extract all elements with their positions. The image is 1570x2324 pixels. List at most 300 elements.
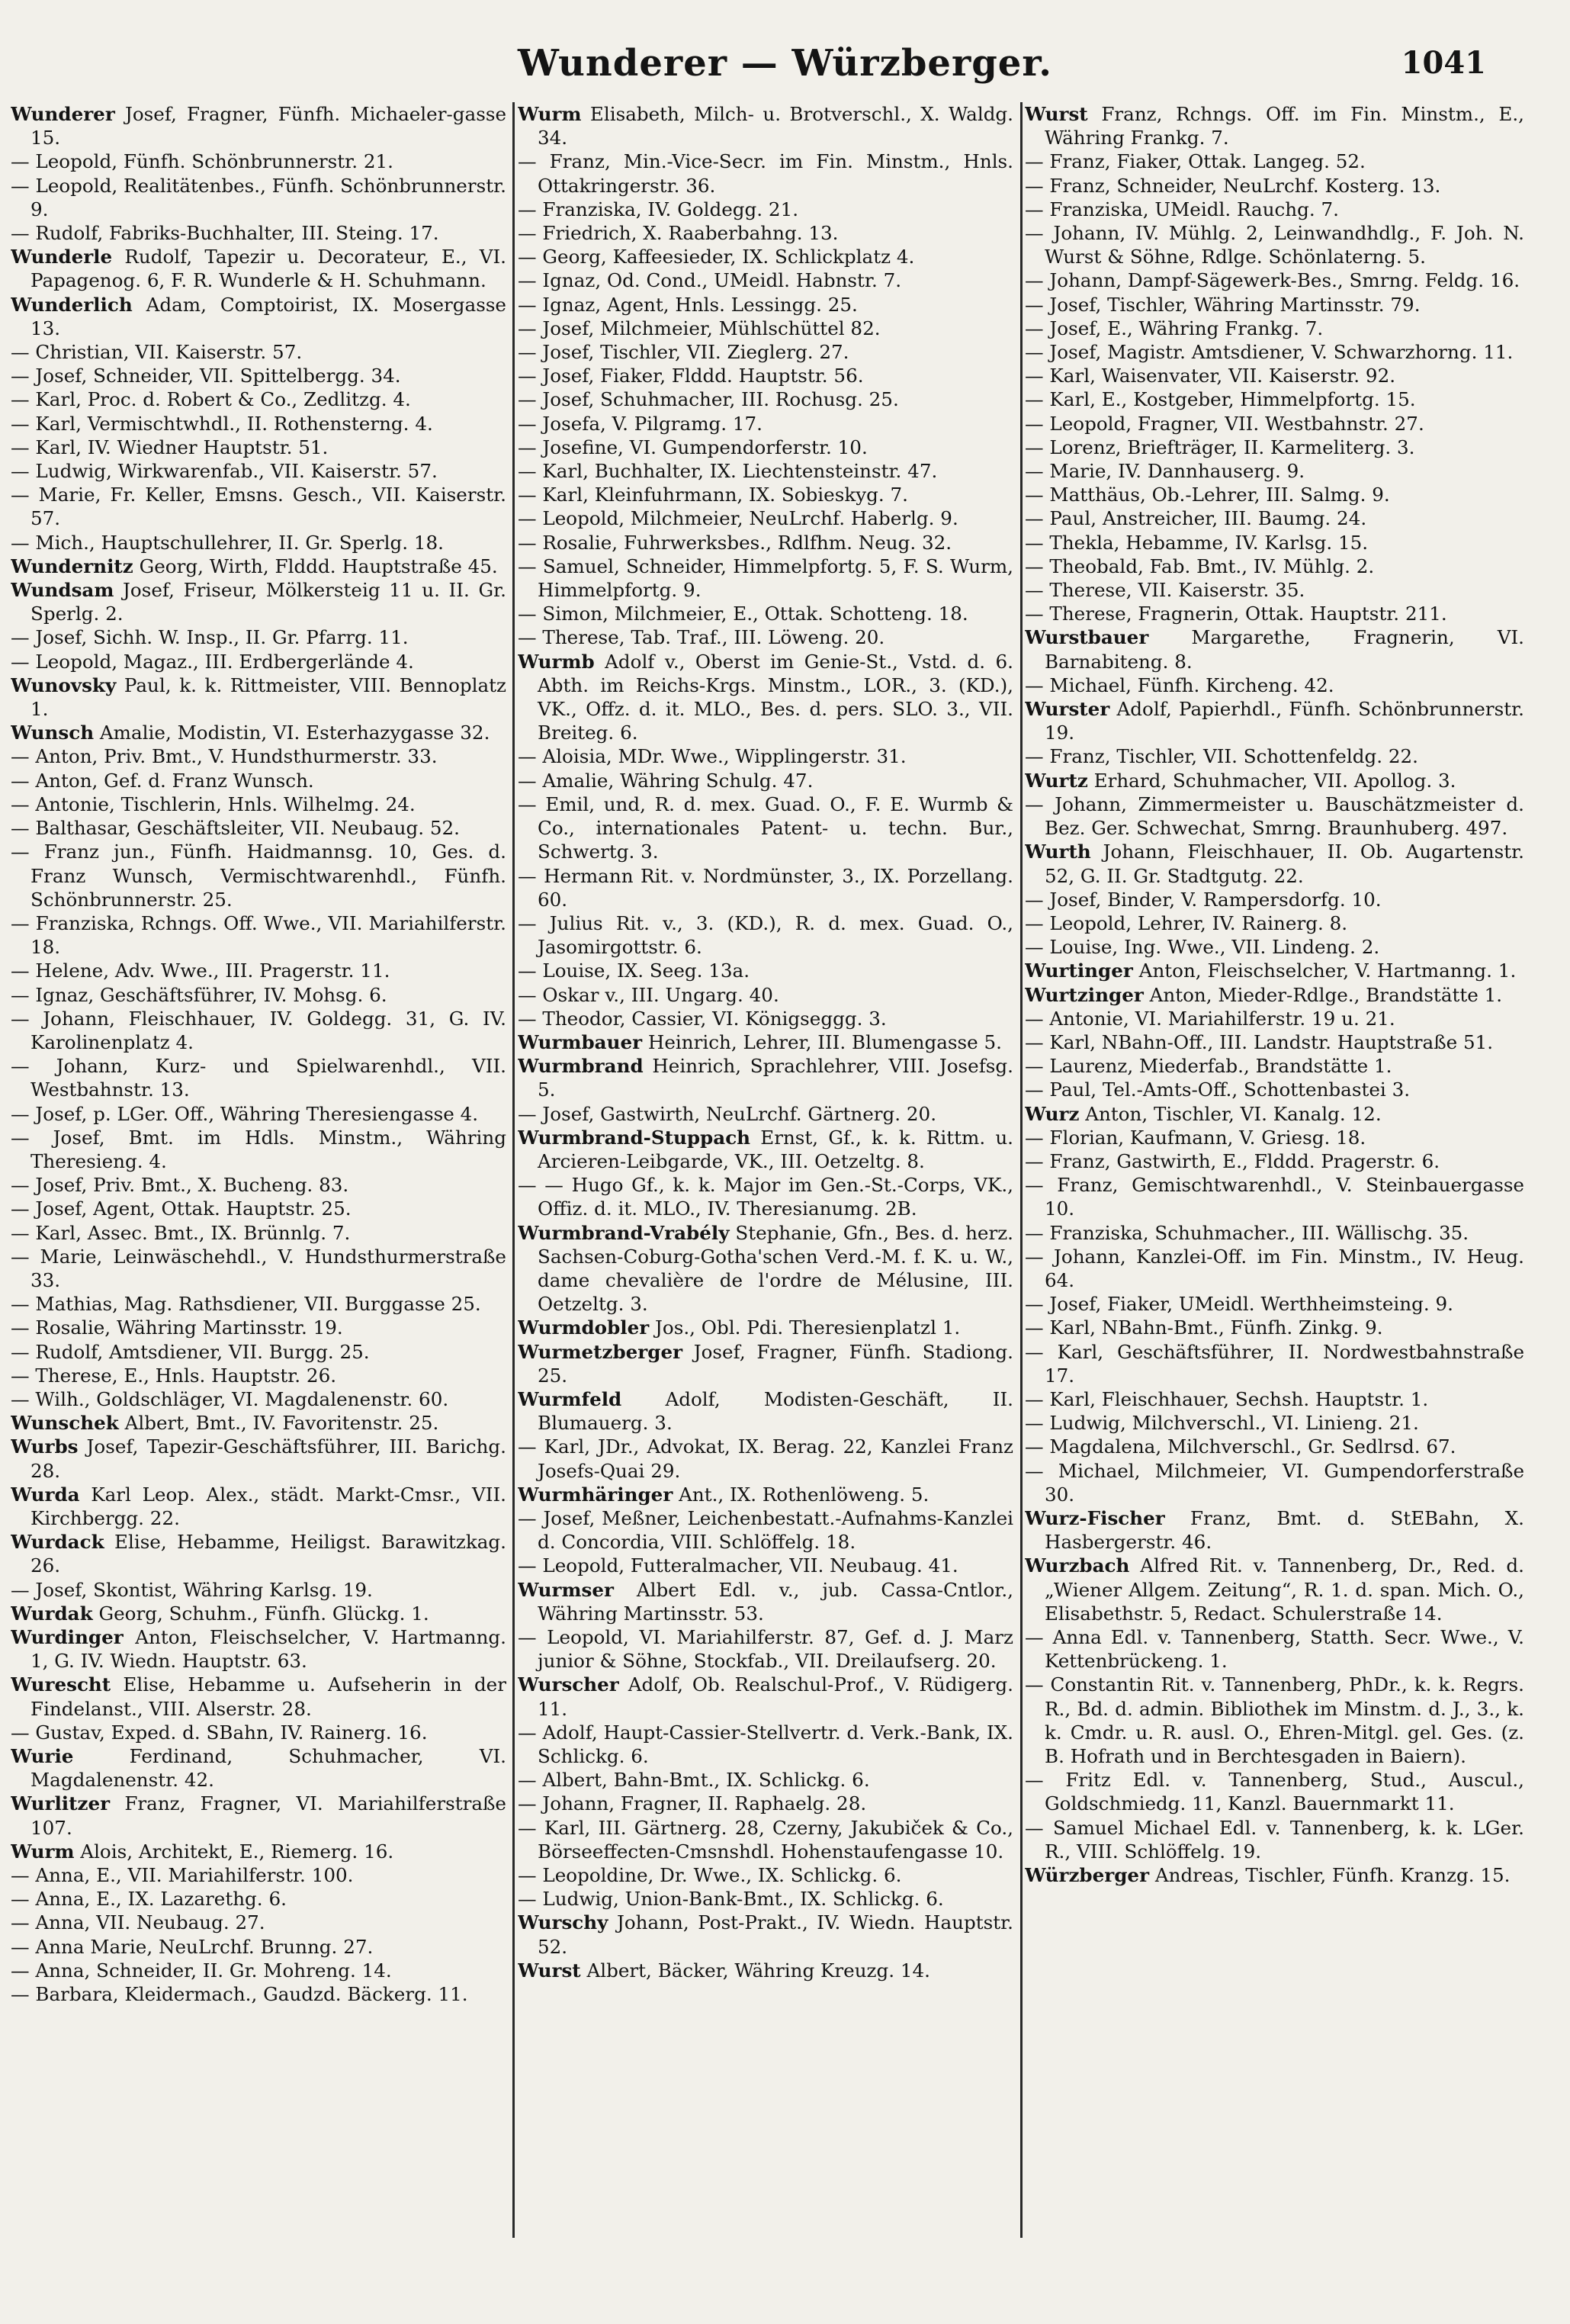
entry-text: — Karl, Proc. d. Robert & Co., Zedlitzg. 4.	[11, 388, 411, 411]
directory-entry	[518, 983, 1013, 1007]
entry-text: — Rudolf, Amtsdiener, VII. Burgg. 25.	[11, 1340, 370, 1363]
entry-text: Anton, Fleischselcher, V. Hartmanng. 1.	[1132, 959, 1517, 982]
directory-entry	[518, 1673, 1013, 1720]
entry-text: — Josef, Agent, Ottak. Hauptstr. 25.	[11, 1197, 352, 1220]
directory-entry	[1025, 459, 1524, 483]
directory-entry	[518, 1792, 1013, 1815]
directory-entry	[11, 1292, 506, 1316]
directory-entry	[518, 1435, 1013, 1482]
entry-surname: Wundernitz	[11, 554, 133, 577]
directory-entry	[11, 174, 506, 221]
directory-entry	[1025, 1435, 1524, 1458]
directory-entry	[1025, 1554, 1524, 1625]
entry-surname: Wurtzinger	[1025, 983, 1144, 1006]
entry-text: — Ignaz, Geschäftsführer, IV. Mohsg. 6.	[11, 983, 387, 1006]
entry-text: — Ludwig, Wirkwarenfab., VII. Kaiserstr. 57.	[11, 460, 438, 483]
entry-text: Heinrich, Sprachlehrer, VIII. Josefsg. 5.	[538, 1055, 1013, 1101]
directory-entry	[1025, 959, 1524, 982]
directory-entry	[11, 1625, 506, 1673]
directory-entry	[11, 387, 506, 411]
entry-text: Franz, Rchngs. Off. im Fin. Minstm., E., Währing Frankg. 7.	[1045, 103, 1524, 149]
entry-surname: Wurmser	[518, 1578, 614, 1601]
directory-entry	[1025, 198, 1524, 221]
entry-text: Josef, Fragner, Fünfh. Stadiong. 25.	[538, 1340, 1013, 1387]
entry-text: — Josef, Schneider, VII. Spittelbergg. 34.	[11, 365, 401, 387]
directory-entry	[518, 959, 1013, 982]
entry-surname: Wunderer	[11, 103, 115, 125]
entry-text: — Therese, E., Hnls. Hauptstr. 26.	[11, 1364, 337, 1387]
directory-entry	[518, 769, 1013, 792]
entry-text: — Rudolf, Fabriks-Buchhalter, III. Steing. 17.	[11, 222, 439, 245]
directory-entry	[1025, 1625, 1524, 1673]
entry-text: — Therese, Tab. Traf., III. Löweng. 20.	[518, 626, 885, 649]
directory-entry	[11, 1007, 506, 1054]
entry-text: — Mich., Hauptschullehrer, II. Gr. Sperlg. 18.	[11, 531, 444, 554]
directory-entry	[518, 198, 1013, 221]
directory-entry	[518, 744, 1013, 768]
entry-text: — Barbara, Kleidermach., Gaudzd. Bäckerg. 11.	[11, 1983, 468, 2006]
directory-entry	[11, 1221, 506, 1245]
directory-entry	[1025, 1126, 1524, 1149]
directory-entry	[11, 1935, 506, 1959]
entry-text: Anton, Tischler, VI. Kanalg. 12.	[1079, 1102, 1382, 1125]
directory-entry	[11, 436, 506, 459]
column-3	[1025, 102, 1524, 2238]
entry-text: — Karl, NBahn-Bmt., Fünfh. Zinkg. 9.	[1025, 1316, 1383, 1339]
entry-text: — Karl, Vermischtwhdl., II. Rothensterng. 4.	[11, 412, 433, 435]
directory-entry	[11, 1387, 506, 1411]
entry-text: — Amalie, Währing Schulg. 47.	[518, 769, 814, 792]
entry-surname: Wurmbauer	[518, 1030, 643, 1053]
entry-surname: Wurmfeld	[518, 1387, 622, 1410]
directory-entry	[11, 673, 506, 721]
entry-text: Adolf, Modisten-Geschäft, II. Blumauerg. 3.	[538, 1387, 1013, 1435]
directory-entry	[11, 340, 506, 364]
directory-entry	[11, 721, 506, 744]
entry-text: — Johann, Fleischhauer, IV. Goldegg. 31, G. IV. Karolinenplatz 4.	[11, 1007, 506, 1053]
directory-entry	[518, 864, 1013, 911]
directory-entry	[518, 340, 1013, 364]
entry-text: — Louise, Ing. Wwe., VII. Lindeng. 2.	[1025, 936, 1380, 959]
entry-text: Karl Leop. Alex., städt. Markt-Cmsr., VII. Kirchbergg. 22.	[31, 1483, 506, 1529]
directory-entry	[1025, 102, 1524, 149]
directory-entry	[518, 1387, 1013, 1435]
entry-text: — Leopold, Realitätenbes., Fünfh. Schönbrunnerstr. 9.	[11, 174, 506, 220]
directory-entry	[11, 1340, 506, 1364]
directory-entry	[1025, 1340, 1524, 1387]
directory-entry	[1025, 840, 1524, 887]
entry-text: — Anton, Priv. Bmt., V. Hundsthurmerstr. 33.	[11, 745, 438, 768]
directory-entry	[518, 1625, 1013, 1673]
directory-entry	[1025, 602, 1524, 625]
entry-surname: Wurmdobler	[518, 1316, 650, 1339]
directory-entry	[518, 149, 1013, 197]
directory-entry	[11, 102, 506, 149]
entry-text: — Paul, Anstreicher, III. Baumg. 24.	[1025, 507, 1367, 530]
entry-text: — Johann, Kanzlei-Off. im Fin. Minstm., IV. Heug. 64.	[1025, 1245, 1524, 1291]
entry-text: — Josefa, V. Pilgramg. 17.	[518, 412, 763, 435]
entry-text: Albert Edl. v., jub. Cassa-Cntlor., Währing Martinsstr. 53.	[538, 1578, 1013, 1625]
entry-text: — Emil, und, R. d. mex. Guad. O., F. E. Wurmb & Co., internationales Patent- u. techn. Bur., Schwertg. 3.	[518, 792, 1013, 863]
directory-entry	[11, 744, 506, 768]
directory-entry	[1025, 1863, 1524, 1887]
entry-text: — Josef, Skontist, Währing Karlsg. 19.	[11, 1578, 373, 1601]
directory-entry	[1025, 268, 1524, 292]
entry-text: — Josef, Milchmeier, Mühlschüttel 82.	[518, 317, 881, 339]
entry-text: Georg, Wirth, Flddd. Hauptstraße 45.	[133, 554, 498, 577]
directory-entry	[1025, 1221, 1524, 1245]
directory-entry	[1025, 412, 1524, 436]
entry-text: — Anna, E., VII. Mariahilferstr. 100.	[11, 1864, 354, 1887]
directory-entry	[11, 1863, 506, 1887]
entry-text: — Louise, IX. Seeg. 13a.	[518, 959, 750, 982]
entry-text: — Leopold, Futteralmacher, VII. Neubaug. 41.	[518, 1554, 958, 1577]
directory-entry	[11, 1483, 506, 1530]
entry-text: — — Hugo Gf., k. k. Major im Gen.-St.-Corps, VK., Offiz. d. it. MLO., IV. Theresianumg. 2B.	[518, 1174, 1013, 1220]
directory-entry	[11, 1911, 506, 1934]
entry-text: — Florian, Kaufmann, V. Griesg. 18.	[1025, 1126, 1366, 1149]
entry-text: — Franziska, UMeidl. Rauchg. 7.	[1025, 198, 1339, 220]
entry-text: — Anna, VII. Neubaug. 27.	[11, 1911, 265, 1934]
directory-entry	[1025, 483, 1524, 506]
directory-entry	[11, 625, 506, 649]
entry-text: — Johann, IV. Mühlg. 2, Leinwandhdlg., F. Joh. N. Wurst & Söhne, Rdlge. Schönlaterng. 5.	[1025, 222, 1524, 268]
entry-text: Georg, Schuhm., Fünfh. Glückg. 1.	[92, 1602, 429, 1625]
entry-text: Heinrich, Lehrer, III. Blumengasse 5.	[642, 1030, 1002, 1053]
entry-surname: Wundsam	[11, 579, 114, 602]
entry-surname: Wurie	[11, 1745, 74, 1768]
entry-text: Adam, Comptoirist, IX. Mosergasse 13.	[31, 293, 506, 339]
entry-text: Johann, Fleischhauer, II. Ob. Augartenstr. 52, G. II. Gr. Stadtgutg. 22.	[1045, 841, 1524, 887]
entry-text: — Karl, Geschäftsführer, II. Nordwestbahnstraße 17.	[1025, 1340, 1524, 1387]
directory-entry	[518, 1340, 1013, 1387]
entry-text: Josef, Tapezir-Geschäftsführer, III. Barichg. 28.	[31, 1435, 506, 1482]
entry-text: — Marie, Leinwäschehdl., V. Hundsthurmerstraße 33.	[11, 1245, 506, 1291]
directory-entry	[11, 483, 506, 530]
entry-text: Adolf, Papierhdl., Fünfh. Schönbrunnerstr. 19.	[1045, 698, 1524, 744]
entry-text: Josef, Fragner, Fünfh. Michaeler-gasse 15.	[31, 103, 506, 149]
directory-entry	[518, 1126, 1013, 1173]
directory-entry	[518, 459, 1013, 483]
entry-text: Andreas, Tischler, Fünfh. Kranzg. 15.	[1149, 1864, 1511, 1887]
entry-text: — Gustav, Exped. d. SBahn, IV. Rainerg. 16.	[11, 1721, 428, 1744]
entry-surname: Wurst	[518, 1959, 581, 1982]
entry-surname: Wurtz	[1025, 769, 1088, 792]
directory-entry	[518, 1483, 1013, 1506]
entry-text: — Wilh., Goldschläger, VI. Magdalenenstr. 60.	[11, 1387, 449, 1410]
entry-text: Ernst, Gf., k. k. Rittm. u. Arcieren-Leibgarde, VK., III. Oetzeltg. 8.	[538, 1126, 1013, 1172]
directory-entry	[518, 221, 1013, 245]
entry-text: — Rosalie, Fuhrwerksbes., Rdlfhm. Neug. 32.	[518, 531, 952, 554]
entry-surname: Wurzbach	[1025, 1554, 1130, 1577]
entry-text: — Leopold, Fragner, VII. Westbahnstr. 27.	[1025, 412, 1424, 435]
directory-entry	[11, 1411, 506, 1435]
entry-surname: Wurda	[11, 1483, 80, 1506]
directory-entry	[518, 1578, 1013, 1625]
entry-surname: Wurdinger	[11, 1626, 124, 1648]
entry-text: — Josef, Bmt. im Hdls. Minstm., Währing Theresieng. 4.	[11, 1126, 506, 1172]
entry-text: — Johann, Dampf-Sägewerk-Bes., Smrng. Feldg. 16.	[1025, 269, 1520, 292]
directory-entry	[518, 792, 1013, 864]
directory-entry	[1025, 149, 1524, 173]
entry-text: — Samuel, Schneider, Himmelpfortg. 5, F. S. Wurm, Himmelpfortg. 9.	[518, 554, 1013, 602]
directory-entry	[11, 578, 506, 625]
entry-surname: Wurtinger	[1025, 959, 1133, 982]
entry-text: — Karl, III. Gärtnerg. 28, Czerny, Jakubiček & Co., Börseeffecten-Cmsnshdl. Hohenstaufengasse 10.	[518, 1816, 1013, 1863]
directory-entry	[1025, 1387, 1524, 1411]
entry-text: — Johann, Fragner, II. Raphaelg. 28.	[518, 1792, 867, 1815]
entry-text: — Franz, Gemischtwarenhdl., V. Steinbauergasse 10.	[1025, 1174, 1524, 1220]
entry-text: Johann, Post-Prakt., IV. Wiedn. Hauptstr. 52.	[538, 1911, 1013, 1958]
directory-entry	[11, 650, 506, 673]
directory-entry	[518, 531, 1013, 554]
directory-entry	[11, 1792, 506, 1839]
entry-surname: Wunderlich	[11, 293, 133, 316]
entry-text: — Franz jun., Fünfh. Haidmannsg. 10, Ges. d. Franz Wunsch, Vermischtwarenhdl., Fünfh. Schönbrunnerstr. 25.	[11, 841, 506, 911]
directory-entry	[11, 1744, 506, 1792]
directory-entry	[518, 1007, 1013, 1030]
entry-text: — Friedrich, X. Raaberbahng. 13.	[518, 222, 839, 245]
directory-entry	[11, 1602, 506, 1625]
directory-entry	[518, 293, 1013, 317]
entry-text: — Leopold, Fünfh. Schönbrunnerstr. 21.	[11, 150, 393, 173]
directory-entry	[11, 1721, 506, 1744]
directory-entry	[1025, 744, 1524, 768]
entry-surname: Wurbs	[11, 1435, 79, 1458]
directory-entry	[518, 1554, 1013, 1577]
entry-text: — Josef, E., Währing Frankg. 7.	[1025, 317, 1324, 339]
entry-text: — Leopold, VI. Mariahilferstr. 87, Gef. d. J. Marz junior & Söhne, Stockfab., VII. Dreilaufserg. 20.	[518, 1626, 1013, 1673]
directory-entry	[11, 1959, 506, 1982]
entry-text: — Franz, Schneider, NeuLrchf. Kosterg. 13.	[1025, 174, 1441, 197]
directory-entry	[518, 1959, 1013, 1982]
directory-entry	[518, 602, 1013, 625]
directory-entry	[518, 1102, 1013, 1126]
entry-surname: Wunovsky	[11, 673, 117, 696]
entry-text: — Georg, Kaffeesieder, IX. Schlickplatz 4.	[518, 246, 915, 268]
entry-text: — Franziska, Schuhmacher., III. Wällischg. 35.	[1025, 1221, 1469, 1244]
directory-entry	[1025, 174, 1524, 198]
entry-text: Margarethe, Fragnerin, VI. Barnabiteng. 8.	[1045, 626, 1524, 673]
entry-text: Stephanie, Gfn., Bes. d. herz. Sachsen-Coburg-Gotha'schen Verd.-M. f. K. u. W., dame chevalière de l'ordre de Mélusine, III. Oetzeltg. 3.	[538, 1221, 1013, 1316]
entry-text: Erhard, Schuhmacher, VII. Apollog. 3.	[1087, 769, 1456, 792]
directory-entry	[1025, 578, 1524, 602]
entry-text: — Hermann Rit. v. Nordmünster, 3., IX. Porzellang. 60.	[518, 864, 1013, 911]
entry-text: Amalie, Modistin, VI. Esterhazygasse 32.	[94, 722, 490, 744]
directory-entry	[11, 1316, 506, 1339]
entry-text: — Thekla, Hebamme, IV. Karlsg. 15.	[1025, 531, 1369, 554]
directory-entry	[518, 1887, 1013, 1911]
entry-text: — Therese, Fragnerin, Ottak. Hauptstr. 211.	[1025, 603, 1447, 625]
entry-text: — Josef, Fiaker, Flddd. Hauptstr. 56.	[518, 365, 864, 387]
directory-entry	[518, 1863, 1013, 1887]
directory-entry	[518, 412, 1013, 436]
directory-entry	[1025, 387, 1524, 411]
entry-text: — Antonie, VI. Mariahilferstr. 19 u. 21.	[1025, 1007, 1395, 1030]
directory-entry	[518, 1768, 1013, 1792]
directory-entry	[518, 317, 1013, 340]
entry-surname: Wurst	[1025, 103, 1088, 125]
directory-entry	[1025, 293, 1524, 317]
entry-text: — Laurenz, Miederfab., Brandstätte 1.	[1025, 1055, 1392, 1078]
directory-entry	[11, 769, 506, 792]
directory-entry	[1025, 554, 1524, 578]
directory-entry	[1025, 1007, 1524, 1030]
entry-text: — Franziska, Rchngs. Off. Wwe., VII. Mariahilferstr. 18.	[11, 911, 506, 959]
entry-text: — Johann, Kurz- und Spielwarenhdl., VII. Westbahnstr. 13.	[11, 1055, 506, 1101]
entry-text: — Franz, Min.-Vice-Secr. im Fin. Minstm., Hnls. Ottakringerstr. 36.	[518, 150, 1013, 197]
entry-text: — Marie, Fr. Keller, Emsns. Gesch., VII. Kaiserstr. 57.	[11, 484, 506, 530]
directory-entry	[518, 625, 1013, 649]
entry-text: — Josef, Tischler, Währing Martinsstr. 79.	[1025, 293, 1421, 316]
entry-surname: Wunschek	[11, 1412, 119, 1435]
entry-text: Ant., IX. Rothenlöweng. 5.	[673, 1483, 929, 1506]
directory-entry	[1025, 1506, 1524, 1554]
entry-text: Albert, Bäcker, Währing Kreuzg. 14.	[580, 1959, 930, 1982]
directory-entry	[518, 364, 1013, 387]
entry-text: — Helene, Adv. Wwe., III. Pragerstr. 11.	[11, 959, 390, 982]
directory-entry	[1025, 1768, 1524, 1815]
directory-entry	[1025, 935, 1524, 959]
entry-text: — Franz, Fiaker, Ottak. Langeg. 52.	[1025, 150, 1366, 173]
entry-surname: Wurmbrand-Vrabély	[518, 1221, 730, 1244]
directory-entry	[11, 1435, 506, 1482]
directory-entry	[11, 1054, 506, 1101]
entry-text: — Michael, Fünfh. Kircheng. 42.	[1025, 673, 1334, 696]
directory-entry	[518, 1816, 1013, 1863]
entry-text: — Karl, Waisenvater, VII. Kaiserstr. 92.	[1025, 365, 1396, 387]
directory-entry	[1025, 888, 1524, 911]
entry-text: — Paul, Tel.-Amts-Off., Schottenbastei 3.	[1025, 1078, 1411, 1101]
directory-entry	[1025, 1245, 1524, 1292]
directory-entry	[1025, 792, 1524, 840]
entry-text: Ferdinand, Schuhmacher, VI. Magdalenenstr. 42.	[31, 1745, 506, 1792]
entry-text: Elise, Hebamme u. Aufseherin in der Findelanst., VIII. Alserstr. 28.	[31, 1673, 506, 1720]
directory-entry	[518, 1030, 1013, 1054]
directory-entry	[11, 531, 506, 554]
entry-text: — Josef, Binder, V. Rampersdorfg. 10.	[1025, 888, 1382, 911]
directory-entry	[1025, 769, 1524, 792]
entry-text: Anton, Mieder-Rdlge., Brandstätte 1.	[1143, 983, 1503, 1006]
column-1	[11, 102, 506, 2238]
entry-text: Alfred Rit. v. Tannenberg, Dr., Red. d. „Wiener Allgem. Zeitung“, R. 1. d. span. Mich. O., Elisabethstr. 5, Redact. Schulerstraße 14.	[1045, 1554, 1524, 1625]
directory-entry	[11, 840, 506, 911]
directory-entry	[11, 1530, 506, 1577]
directory-entry	[518, 483, 1013, 506]
directory-entry	[11, 149, 506, 173]
entry-text: — Anna, E., IX. Lazarethg. 6.	[11, 1888, 287, 1911]
entry-text: — Johann, Zimmermeister u. Bauschätzmeister d. Bez. Ger. Schwechat, Smrng. Braunhuberg. 497.	[1025, 792, 1524, 840]
column-2	[518, 102, 1013, 2238]
columns	[11, 102, 1524, 2238]
entry-surname: Wunderle	[11, 246, 113, 268]
directory-entry	[1025, 531, 1524, 554]
entry-text: — Franz, Gastwirth, E., Flddd. Pragerstr. 6.	[1025, 1149, 1440, 1172]
directory-entry	[11, 1173, 506, 1197]
entry-text: — Karl, Kleinfuhrmann, IX. Sobieskyg. 7.	[518, 484, 908, 506]
directory-entry	[1025, 1816, 1524, 1863]
directory-entry	[1025, 1316, 1524, 1339]
entry-text: — Matthäus, Ob.-Lehrer, III. Salmg. 9.	[1025, 484, 1390, 506]
directory-entry	[518, 554, 1013, 602]
directory-entry	[518, 911, 1013, 959]
entry-text: Adolf v., Oberst im Genie-St., Vstd. d. 6. Abth. im Reichs-Krgs. Minstm., LOR., 3. (KD.), VK., Offz. d. it. MLO., Bes. d. pers. SLO. 3., VII. Breiteg. 6.	[538, 650, 1013, 744]
entry-text: Elise, Hebamme, Heiligst. Barawitzkag. 26.	[31, 1531, 506, 1577]
entry-text: — Ignaz, Od. Cond., UMeidl. Habnstr. 7.	[518, 269, 902, 292]
entry-text: — Karl, NBahn-Off., III. Landstr. Hauptstraße 51.	[1025, 1030, 1494, 1053]
entry-text: Albert, Bmt., IV. Favoritenstr. 25.	[118, 1412, 439, 1435]
directory-entry	[1025, 625, 1524, 673]
page-header	[0, 42, 1570, 103]
entry-text: — Josef, Schuhmacher, III. Rochusg. 25.	[518, 388, 899, 411]
entry-text: Anton, Fleischselcher, V. Hartmanng. 1, G. IV. Wiedn. Hauptstr. 63.	[31, 1626, 506, 1673]
directory-entry	[1025, 673, 1524, 697]
directory-entry	[11, 245, 506, 292]
directory-entry	[11, 1245, 506, 1292]
entry-text: — Josef, Gastwirth, NeuLrchf. Gärtnerg. 20.	[518, 1102, 937, 1125]
entry-text: — Simon, Milchmeier, E., Ottak. Schotteng. 18.	[518, 603, 968, 625]
directory-entry	[11, 983, 506, 1007]
entry-surname: Wurdack	[11, 1531, 104, 1554]
directory-entry	[1025, 506, 1524, 530]
entry-text: Alois, Architekt, E., Riemerg. 16.	[74, 1840, 394, 1863]
entry-surname: Wurescht	[11, 1673, 111, 1696]
directory-entry	[1025, 1030, 1524, 1054]
directory-entry	[1025, 436, 1524, 459]
entry-text: — Mathias, Mag. Rathsdiener, VII. Burggasse 25.	[11, 1293, 481, 1316]
entry-text: — Leopoldine, Dr. Wwe., IX. Schlickg. 6.	[518, 1864, 902, 1887]
directory-entry	[518, 1054, 1013, 1101]
entry-text: — Christian, VII. Kaiserstr. 57.	[11, 341, 303, 364]
entry-text: — Karl, IV. Wiedner Hauptstr. 51.	[11, 436, 329, 458]
directory-entry	[518, 506, 1013, 530]
entry-text: — Josefine, VI. Gumpendorferstr. 10.	[518, 436, 868, 458]
entry-text: — Karl, JDr., Advokat, IX. Berag. 22, Kanzlei Franz Josefs-Quai 29.	[518, 1435, 1013, 1482]
directory-entry	[518, 387, 1013, 411]
directory-entry	[518, 1506, 1013, 1554]
entry-text: — Josef, Tischler, VII. Zieglerg. 27.	[518, 341, 849, 364]
entry-text: — Balthasar, Geschäftsleiter, VII. Neubaug. 52.	[11, 817, 460, 840]
entry-text: — Ignaz, Agent, Hnls. Lessingg. 25.	[518, 293, 858, 316]
directory-entry	[11, 293, 506, 340]
entry-surname: Wurscher	[518, 1673, 619, 1696]
entry-text: — Josef, p. LGer. Off., Währing Theresiengasse 4.	[11, 1102, 479, 1125]
directory-entry	[1025, 697, 1524, 744]
entry-text: Franz, Bmt. d. StEBahn, X. Hasbergerstr. 46.	[1045, 1506, 1524, 1554]
entry-surname: Wurz	[1025, 1102, 1080, 1125]
entry-surname: Wurm	[11, 1840, 75, 1863]
entry-text: — Adolf, Haupt-Cassier-Stellvertr. d. Verk.-Bank, IX. Schlickg. 6.	[518, 1721, 1013, 1768]
entry-text: — Marie, IV. Dannhauserg. 9.	[1025, 460, 1305, 483]
entry-text: — Oskar v., III. Ungarg. 40.	[518, 983, 779, 1006]
entry-text: — Ludwig, Milchverschl., VI. Linieng. 21.	[1025, 1412, 1419, 1435]
directory-entry	[1025, 1078, 1524, 1101]
directory-entry	[518, 1173, 1013, 1220]
entry-text: — Ludwig, Union-Bank-Bmt., IX. Schlickg. 6.	[518, 1888, 944, 1911]
entry-text: — Theobald, Fab. Bmt., IV. Mühlg. 2.	[1025, 554, 1375, 577]
entry-text: — Rosalie, Währing Martinsstr. 19.	[11, 1316, 343, 1339]
directory-entry	[1025, 911, 1524, 935]
entry-text: Rudolf, Tapezir u. Decorateur, E., VI. Papagenog. 6, F. R. Wunderle & H. Schuhmann.	[31, 246, 506, 292]
entry-surname: Wurth	[1025, 841, 1091, 863]
directory-entry	[1025, 221, 1524, 268]
entry-text: — Karl, Buchhalter, IX. Liechtensteinstr. 47.	[518, 460, 938, 483]
entry-text: — Leopold, Lehrer, IV. Rainerg. 8.	[1025, 911, 1348, 934]
entry-text: — Anton, Gef. d. Franz Wunsch.	[11, 769, 314, 792]
entry-text: — Magdalena, Milchverschl., Gr. Sedlrsd. 67.	[1025, 1435, 1456, 1458]
entry-surname: Wurmhäringer	[518, 1483, 673, 1506]
entry-text: — Therese, VII. Kaiserstr. 35.	[1025, 579, 1305, 602]
